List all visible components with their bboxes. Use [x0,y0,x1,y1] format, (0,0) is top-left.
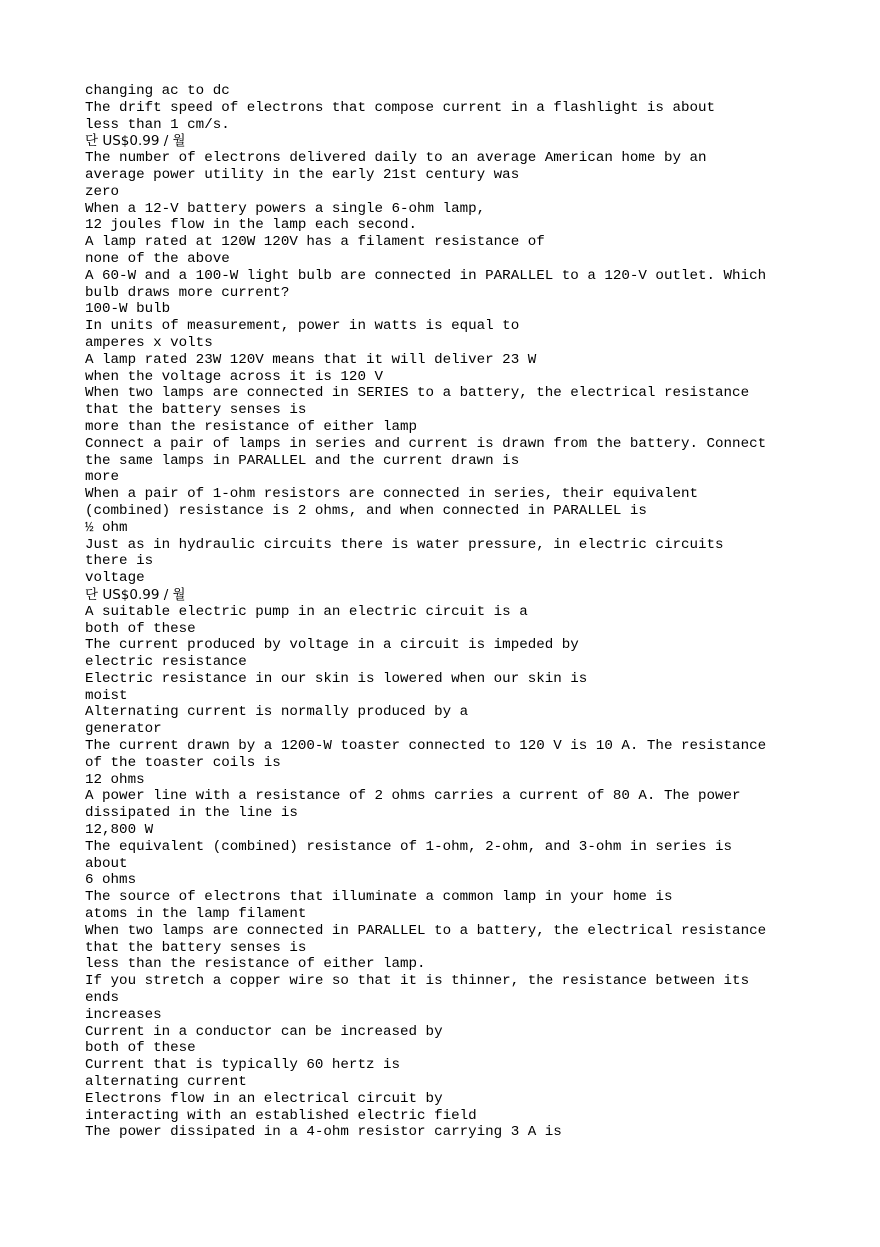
text-line: that the battery senses is [85,402,307,419]
text-line: less than the resistance of either lamp. [85,956,426,973]
text-line: more [85,469,120,486]
text-line: bulb draws more current? [85,284,290,301]
text-line: The source of electrons that illuminate a common lamp in your home is [85,889,673,906]
text-line: of the toaster coils is [85,754,281,771]
text-line: Just as in hydraulic circuits there is water pressure, in electric circuits [85,536,724,553]
text-line: 12,800 W [85,822,154,839]
text-line: interacting with an established electric field [85,1107,477,1124]
text-line: When a 12-V battery powers a single 6-ohm lamp, [85,200,486,217]
text-line: Electrons flow in an electrical circuit by [85,1090,443,1107]
text-line: The current drawn by a 1200-W toaster connected to 120 V is 10 A. The resistance [85,738,767,755]
text-line: zero [85,183,120,200]
text-line: changing ac to dc [85,83,230,99]
text-line: 12 joules flow in the lamp each second. [85,217,418,234]
text-line: increases [85,1006,162,1023]
text-line: both of these [85,1040,196,1057]
text-line: ½ ohm [85,519,128,536]
text-line: average power utility in the early 21st century was [85,166,520,183]
text-line: Electric resistance in our skin is lowered when our skin is [85,670,588,687]
text-line: When two lamps are connected in PARALLEL to a battery, the electrical resistance [85,922,767,939]
text-line: amperes x volts [85,334,213,351]
text-line: moist [85,687,128,704]
text-line: A 60-W and a 100-W light bulb are connected in PARALLEL to a 120-V outlet. Which [85,267,767,284]
text-line: Alternating current is normally produced by a [85,704,469,721]
text-line: 6 ohms [85,872,137,889]
text-line: Current that is typically 60 hertz is [85,1057,401,1074]
text-line: The power dissipated in a 4-ohm resistor carrying 3 A is [85,1124,562,1141]
text-line: (combined) resistance is 2 ohms, and when connected in PARALLEL is [85,502,647,519]
price-line: 단 US$0.99 / 월 [85,133,186,150]
text-line: there is [85,553,154,570]
text-line: more than the resistance of either lamp [85,418,418,435]
document-body [85,83,845,1141]
text-line: A power line with a resistance of 2 ohms carries a current of 80 A. The power [85,788,741,805]
text-line: 100-W bulb [85,301,171,318]
text-line: The current produced by voltage in a circuit is impeded by [85,637,579,654]
text-line: none of the above [85,250,230,267]
text-line: The equivalent (combined) resistance of 1-ohm, 2-ohm, and 3-ohm in series is [85,838,733,855]
text-line: 12 ohms [85,771,145,788]
text-line: A suitable electric pump in an electric circuit is a [85,603,528,620]
text-line: In units of measurement, power in watts is equal to [85,318,520,335]
text-line: when the voltage across it is 120 V [85,368,383,385]
text-line: If you stretch a copper wire so that it is thinner, the resistance between its [85,973,750,990]
text-line: voltage [85,570,145,587]
text-line: dissipated in the line is [85,805,298,822]
text-line: Current in a conductor can be increased by [85,1023,443,1040]
text-line: electric resistance [85,654,247,671]
text-line: When a pair of 1-ohm resistors are connected in series, their equivalent [85,486,698,503]
text-line: The drift speed of electrons that compose current in a flashlight is about [85,99,716,116]
text-line: A lamp rated at 120W 120V has a filament resistance of [85,234,545,251]
text-line: alternating current [85,1074,247,1091]
text-line: generator [85,721,162,738]
text-line: the same lamps in PARALLEL and the current drawn is [85,452,520,469]
text-line: both of these [85,620,196,637]
price-line: 단 US$0.99 / 월 [85,586,186,603]
text-line: When two lamps are connected in SERIES to a battery, the electrical resistance [85,385,750,402]
text-line: that the battery senses is [85,939,307,956]
text-line: The number of electrons delivered daily to an average American home by an [85,150,707,167]
text-line: about [85,855,128,872]
text-line: atoms in the lamp filament [85,906,307,923]
text-line: Connect a pair of lamps in series and current is drawn from the battery. Connect [85,435,767,452]
text-line: less than 1 cm/s. [85,116,230,133]
text-line: A lamp rated 23W 120V means that it will deliver 23 W [85,351,537,368]
text-line: ends [85,990,120,1007]
